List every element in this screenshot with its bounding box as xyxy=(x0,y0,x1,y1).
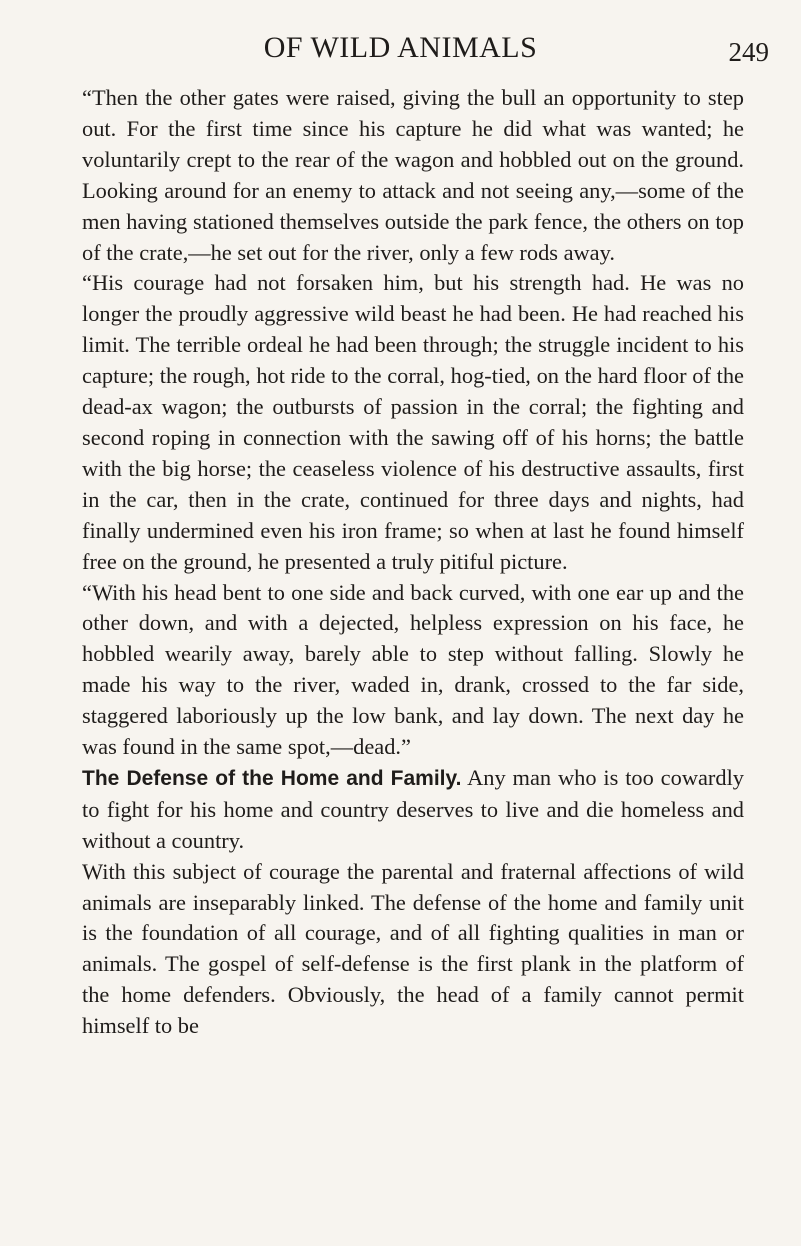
paragraph-bull-death: “With his head bent to one side and back curved, with one ear up and the other down, and with a dejected, helpless expression on his face, he hobbled wearily away, barely able to step without falling. Slowly he made his way to the river, waded in, drank, crossed to the far side, staggered laboriously up the low bank, and lay down. The next day he was found in the same spot,—dead.” xyxy=(82,579,744,760)
paragraph-home-defense: With this subject of courage the parental and fraternal affections of wild animals are inseparably linked. The defense of the home and family unit is the foundation of all courage, and of all fighting qualities in man or animals. The gospel of self-defense is the first plank in the platform of the home defenders. Obviously, the head of a family cannot permit himself to be xyxy=(82,858,744,1039)
running-title: OF WILD ANIMALS xyxy=(263,31,538,64)
section-heading: The Defense of the Home and Family. xyxy=(82,766,462,790)
section-lead-text: Any man who is too cowardly to fight for his home and country deserves to live and die homeless and without a country. xyxy=(82,764,744,853)
page-number: 249 xyxy=(728,37,769,67)
body-text xyxy=(82,83,744,1042)
section-paragraph-defense xyxy=(82,763,744,857)
running-head xyxy=(0,28,801,68)
paragraph-bull-release: “Then the other gates were raised, giving the bull an opportunity to step out. For the first time since his capture he did what was wanted; he voluntarily crept to the rear of the wagon and hobbled out on the ground. Looking around for an enemy to attack and not seeing any,—some of the men having stationed themselves outside the park fence, the others on top of the crate,—he set out for the river, only a few rods away. xyxy=(82,85,744,265)
paragraph-bull-strength: “His courage had not forsaken him, but his strength had. He was no longer the proudly aggressive wild beast he had been. He had reached his limit. The terrible ordeal he had been through; the struggle incident to his capture; the rough, hot ride to the corral, hog-tied, on the hard floor of the dead-ax wagon; the outbursts of passion in the corral; the fighting and second roping in connection with the sawing off of his horns; the battle with the big horse; the ceaseless violence of his destructive assaults, first in the car, then in the crate, continued for three days and nights, had finally undermined even his iron frame; so when at last he found himself free on the ground, he presented a truly pitiful picture. xyxy=(82,270,744,574)
